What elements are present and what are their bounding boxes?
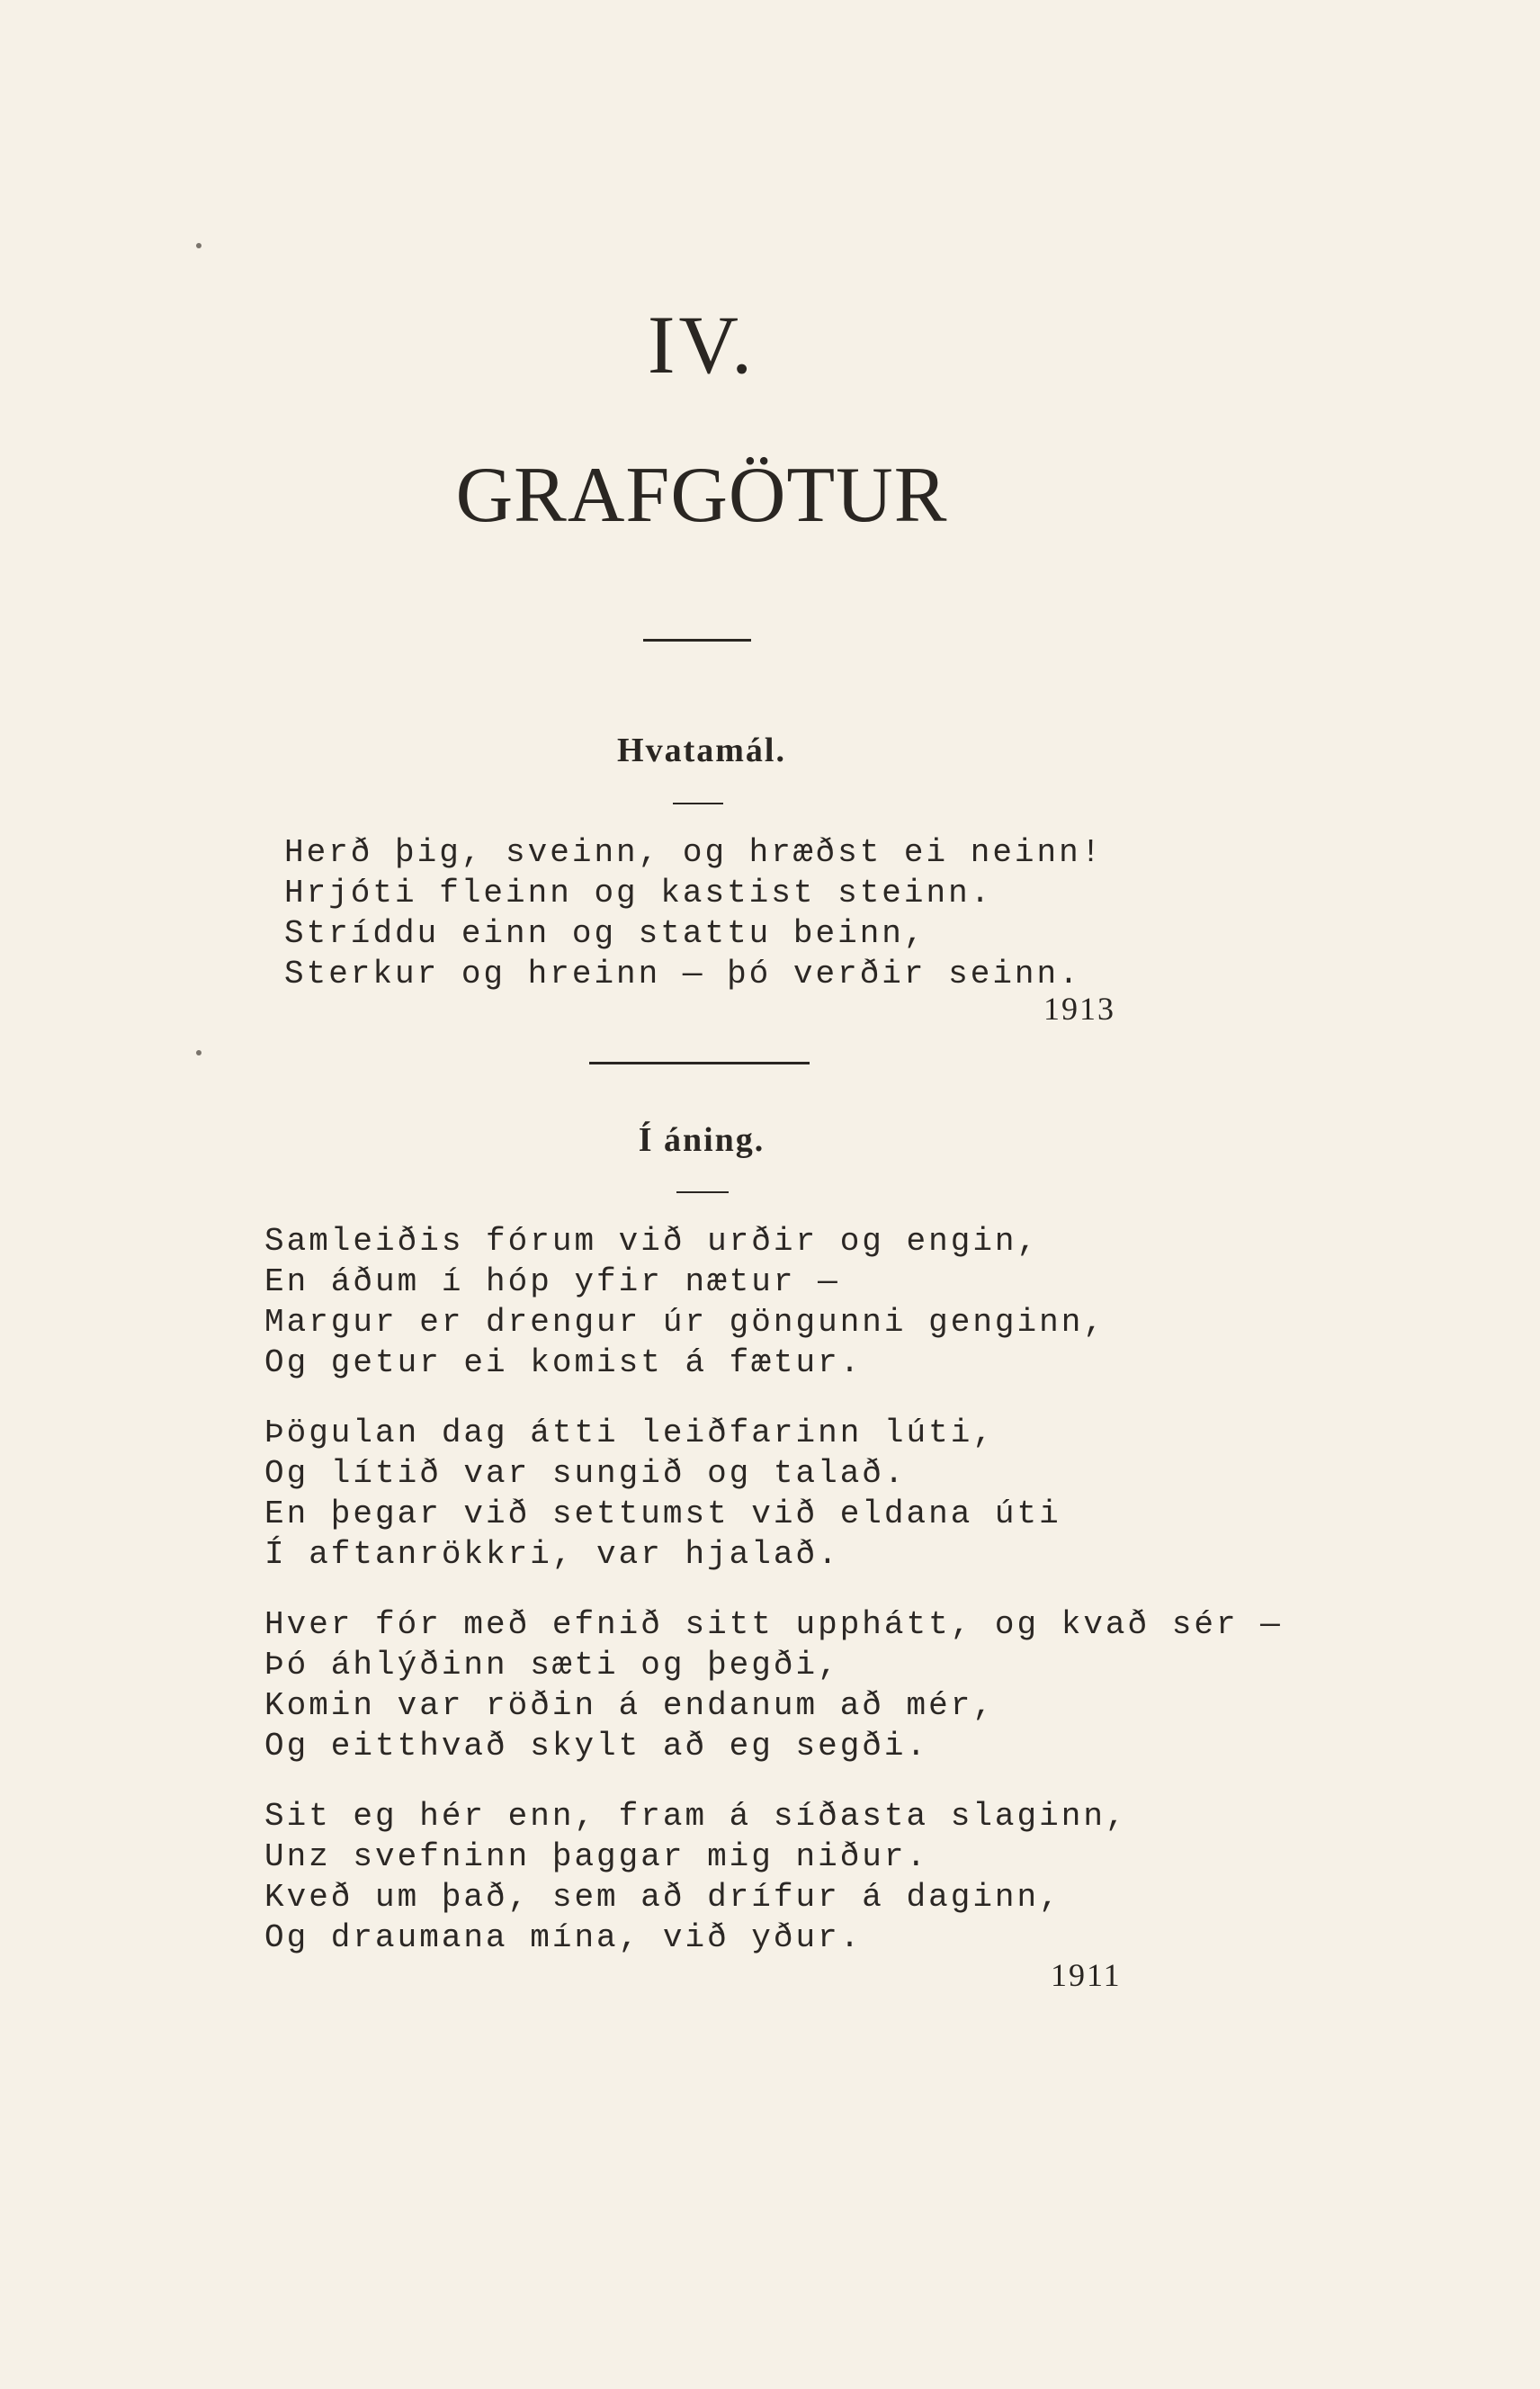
poem-line: Unz svefninn þaggar mig niður. [264,1838,929,1875]
poem-line: Og lítið var sungið og talað. [264,1455,907,1492]
poem-line: Í aftanrökkri, var hjalað. [264,1536,840,1573]
poem-line: Kveð um það, sem að drífur á daginn, [264,1879,1061,1916]
poem-line: Hver fór með efnið sitt upphátt, og kvað sér — [264,1606,1283,1643]
poem-line: En áðum í hóp yfir nætur — [264,1263,840,1300]
poem-line: Sterkur og hreinn — þó verðir seinn. [284,956,1081,992]
poem-line: Og draumana mína, við yður. [264,1919,863,1956]
poem-line: Samleiðis fórum við urðir og engin, [264,1223,1040,1260]
specks-decoration [196,243,201,248]
poem-title: Í áning. [638,1121,766,1159]
poem-stanza [284,832,1103,994]
section-title: GRAFGÖTUR [455,452,948,539]
section-numeral: IV. [647,299,757,391]
poem-year: 1911 [1051,1957,1122,1993]
poem-line: Margur er drengur úr göngunni genginn, [264,1304,1106,1341]
poem-title: Hvatamál. [617,732,786,769]
poem-line: Þögulan dag átti leiðfarinn lúti, [264,1415,995,1451]
poem-year: 1913 [1043,991,1115,1027]
poem-line: Þó áhlýðinn sæti og þegði, [264,1647,840,1684]
poem-line: Komin var röðin á endanum að mér, [264,1687,995,1724]
poem-line: Sit eg hér enn, fram á síðasta slaginn, [264,1798,1128,1835]
poem-line: Hrjóti fleinn og kastist steinn. [284,875,993,912]
poem-stanza [264,1796,1128,1958]
poem-line: Og getur ei komist á fætur. [264,1344,863,1381]
poem-line: Stríddu einn og stattu beinn, [284,915,927,952]
poem-stanza [264,1604,1283,1766]
poem-line: Herð þig, sveinn, og hræðst ei neinn! [284,834,1104,871]
poem-stanza [264,1221,1106,1383]
poem-separator [589,1062,810,1064]
poem-stanza [264,1413,1061,1575]
section-divider [643,639,751,642]
specks-decoration [196,1050,201,1055]
poem-title-rule [673,803,723,804]
poem-line: En þegar við settumst við eldana úti [264,1495,1061,1532]
poem-title-rule [676,1191,729,1193]
poem-line: Og eitthvað skylt að eg segði. [264,1728,929,1765]
